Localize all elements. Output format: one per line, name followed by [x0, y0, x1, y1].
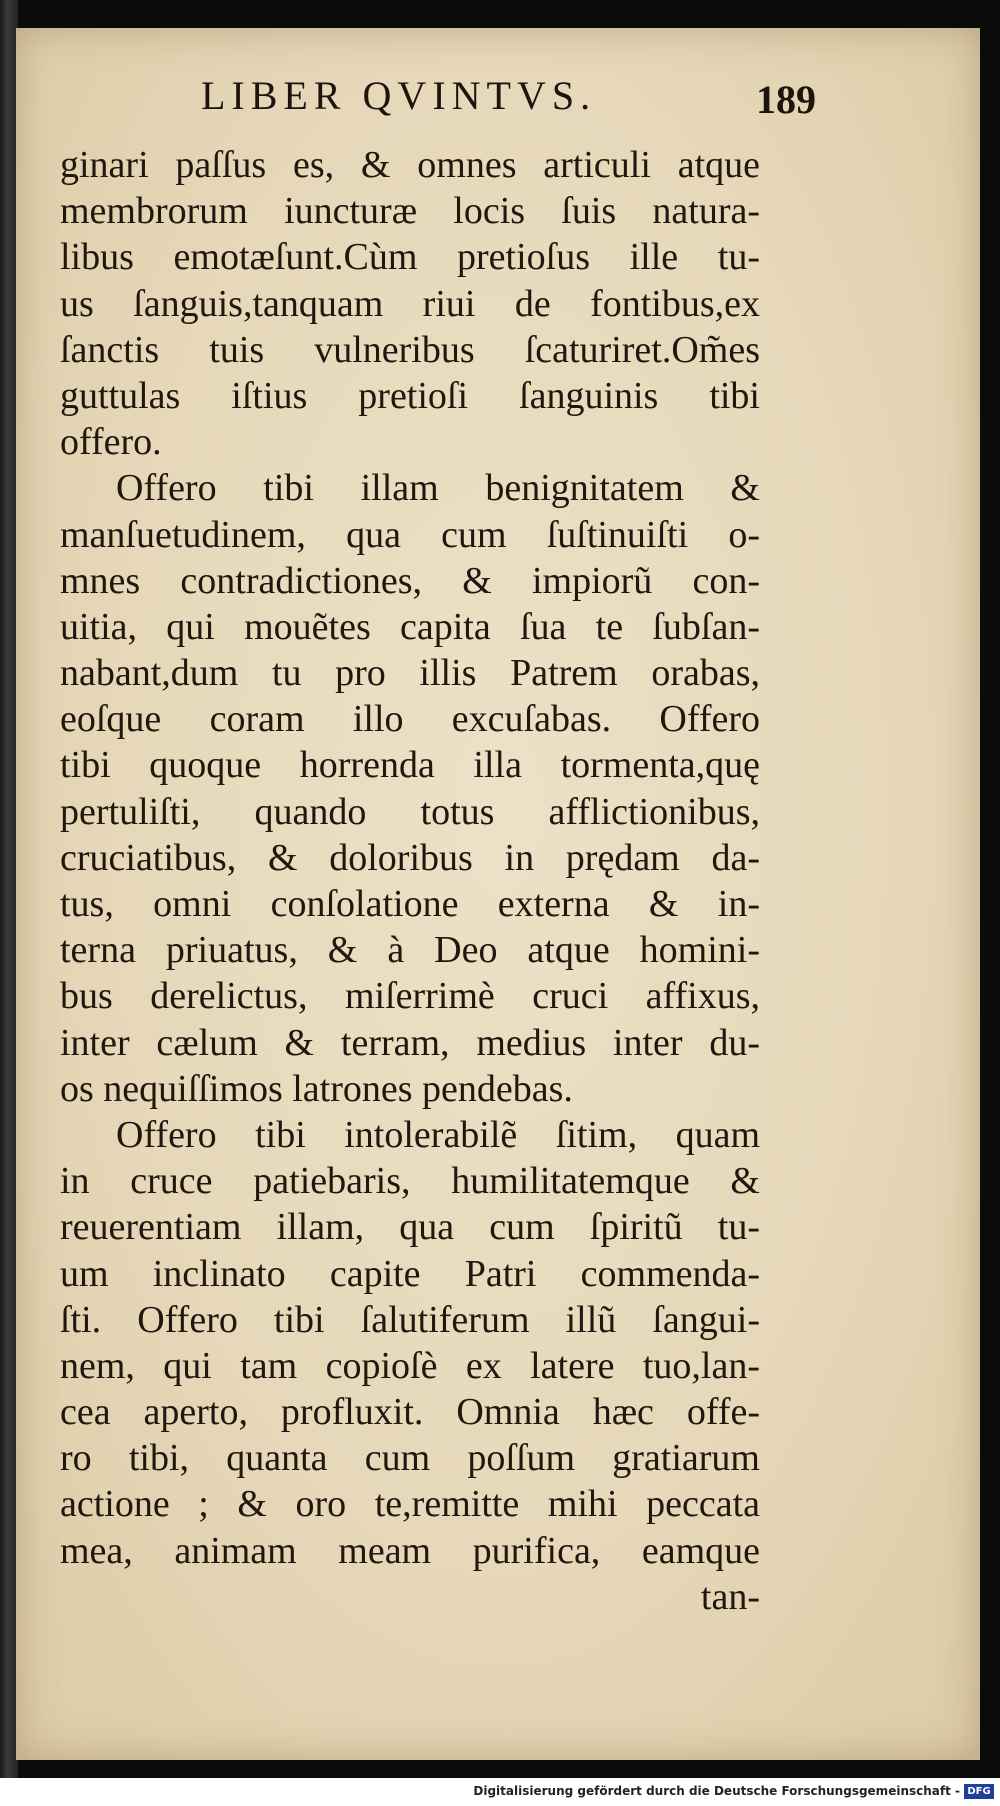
- text-line: Offero tibi intolerabilẽ ſitim, quam: [116, 1113, 760, 1156]
- text-line: mea, animam meam purifica, eamque: [60, 1529, 760, 1572]
- text-line: ginari paſſus es, & omnes articuli atque: [60, 144, 760, 186]
- text-line: actione ; & oro te,remitte mihi peccata: [60, 1483, 760, 1526]
- text-line: Offero tibi illam benignitatem &: [116, 467, 760, 510]
- text-line: cruciatibus, & doloribus in prędam da-: [60, 836, 760, 879]
- text-line: nabant,dum tu pro illis Patrem orabas,: [60, 652, 760, 695]
- text-block: [60, 142, 760, 1620]
- text-line: os nequiſſimos latrones pendebas.: [60, 1067, 573, 1110]
- page-number: 189: [756, 77, 816, 122]
- text-line: tan-: [700, 1575, 760, 1618]
- footer-credit: Digitalisierung gefördert durch die Deutsche Forschungsgemeinschaft -: [473, 1784, 960, 1798]
- text-line: us ſanguis,tanquam riui de fontibus,ex: [60, 282, 760, 325]
- text-line: membrorum iuncturæ locis ſuis natura-: [60, 190, 760, 233]
- text-line: eoſque coram illo excuſabas. Offero: [60, 698, 760, 741]
- text-line: pertuliſti, quando totus afflictionibus,: [60, 790, 760, 833]
- text-line: ſti. Offero tibi ſalutiferum illũ ſangui-: [60, 1298, 760, 1341]
- text-line: libus emotæſunt.Cùm pretioſus ille tu-: [60, 236, 760, 279]
- text-line: terna priuatus, & à Deo atque homini-: [60, 929, 760, 972]
- text-line: offero.: [60, 421, 162, 464]
- dfg-logo: DFG: [964, 1784, 994, 1799]
- text-line: reuerentiam illam, qua cum ſpiritũ tu-: [60, 1206, 760, 1249]
- text-line: mnes contradictiones, & impiorũ con-: [60, 559, 760, 602]
- text-line: ro tibi, quanta cum poſſum gratiarum: [60, 1437, 760, 1480]
- text-line: um inclinato capite Patri commenda-: [60, 1252, 760, 1295]
- text-line: bus derelictus, miſerrimè cruci affixus,: [60, 975, 760, 1018]
- footer: [0, 1778, 1000, 1806]
- text-line: uitia, qui mouẽtes capita ſua te ſubſan-: [60, 605, 760, 648]
- text-line: tibi quoque horrenda illa tormenta,quę: [60, 744, 760, 787]
- text-line: guttulas iſtius pretioſi ſanguinis tibi: [60, 374, 760, 417]
- text-line: nem, qui tam copioſè ex latere tuo,lan-: [60, 1344, 760, 1387]
- text-line: ſanctis tuis vulneribus ſcaturiret.Om̃es: [60, 328, 760, 371]
- text-line: manſuetudinem, qua cum ſuſtinuiſti o-: [60, 513, 760, 556]
- text-line: cea aperto, profluxit. Omnia hæc offe-: [60, 1391, 760, 1434]
- text-line: inter cælum & terram, medius inter du-: [60, 1021, 760, 1064]
- book-page: [16, 28, 980, 1760]
- text-line: in cruce patiebaris, humilitatemque &: [60, 1160, 760, 1203]
- running-head: [16, 72, 980, 132]
- running-title: LIBER QVINTVS.: [201, 73, 597, 118]
- text-line: tus, omni conſolatione externa & in-: [60, 883, 760, 925]
